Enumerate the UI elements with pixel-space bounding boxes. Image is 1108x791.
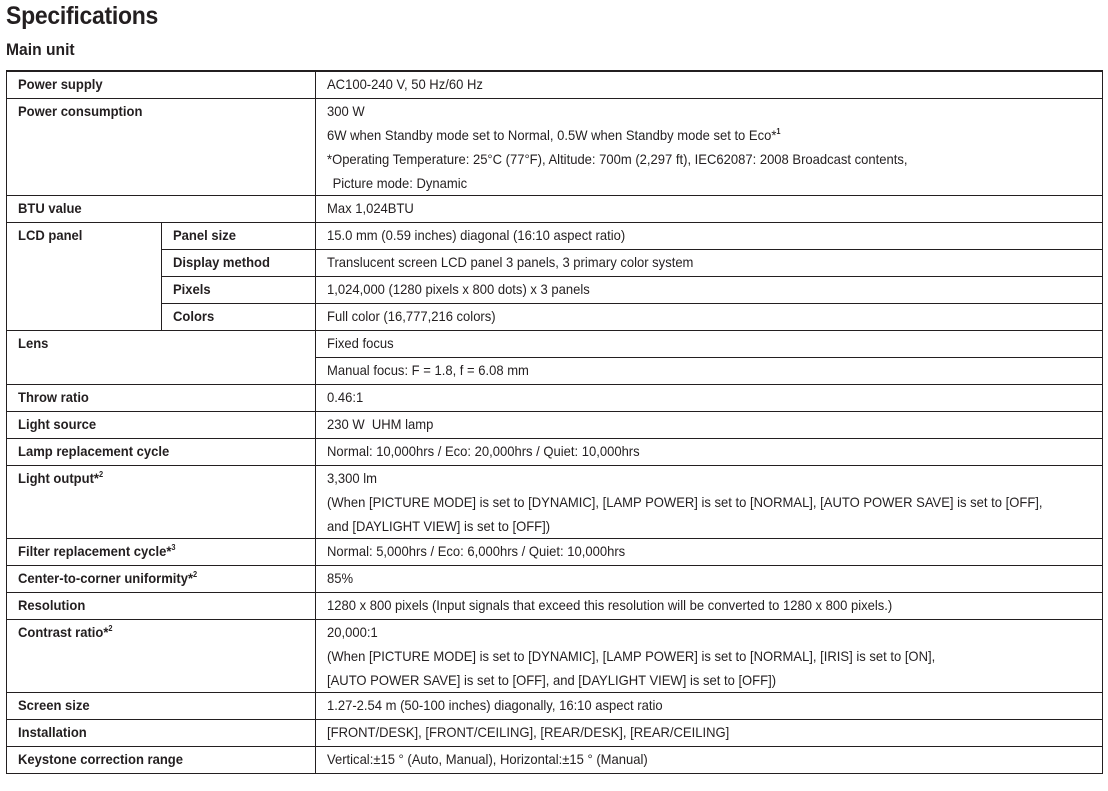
table-row-lcd-pixels (7, 277, 1103, 304)
row-value: 1.27-2.54 m (50-100 inches) diagonally, 16:10 aspect ratio (316, 693, 1103, 720)
row-value: Normal: 10,000hrs / Eco: 20,000hrs / Quiet: 10,000hrs (316, 439, 1103, 466)
row-label: Light source (7, 412, 316, 439)
row-label: Power consumption (7, 99, 316, 196)
row-label: Lens (7, 331, 316, 385)
row-value: Fixed focus (316, 331, 1103, 358)
table-row-throw-ratio (7, 385, 1103, 412)
row-label: Light output*$^2$ (7, 466, 316, 539)
row-label: Throw ratio (7, 385, 316, 412)
table-row-btu-value (7, 196, 1103, 223)
row-value: 300 W 6W when Standby mode set to Normal, 0.5W when Standby mode set to Eco*$^1$ *Operating Temperature: 25°C (77°F), Altitude: 700m (2,297 ft), IEC62087: 2008 Broadcast contents, Picture mode: Dynamic (316, 99, 1103, 196)
row-value: AC100-240 V, 50 Hz/60 Hz (316, 71, 1103, 99)
row-value: 1,024,000 (1280 pixels x 800 dots) x 3 panels (316, 277, 1103, 304)
row-label: Filter replacement cycle*$^3$ (7, 539, 316, 566)
row-value: 230 W UHM lamp (316, 412, 1103, 439)
table-row-resolution (7, 593, 1103, 620)
table-row-light-source (7, 412, 1103, 439)
table-row-lcd-display-method (7, 250, 1103, 277)
row-value: Translucent screen LCD panel 3 panels, 3 primary color system (316, 250, 1103, 277)
footnote-marker: 2 (98, 470, 104, 479)
sub-label: Display method (162, 250, 316, 277)
sub-label: Pixels (162, 277, 316, 304)
row-value: Full color (16,777,216 colors) (316, 304, 1103, 331)
row-value: Vertical:±15 ° (Auto, Manual), Horizontal:±15 ° (Manual) (316, 747, 1103, 774)
table-row-installation (7, 720, 1103, 747)
sub-label: Colors (162, 304, 316, 331)
row-label: Screen size (7, 693, 316, 720)
row-value: Max 1,024BTU (316, 196, 1103, 223)
row-value: 1280 x 800 pixels (Input signals that exceed this resolution will be converted to 1280 x 800 pixels.) (316, 593, 1103, 620)
table-row-keystone-correction-range (7, 747, 1103, 774)
table-row-light-output (7, 466, 1103, 539)
table-row-lcd-colors (7, 304, 1103, 331)
table-row-lens (7, 331, 1103, 358)
row-label: Resolution (7, 593, 316, 620)
footnote-marker: 2 (108, 624, 113, 633)
row-value: Normal: 5,000hrs / Eco: 6,000hrs / Quiet: 10,000hrs (316, 539, 1103, 566)
row-value: 20,000:1 (When [PICTURE MODE] is set to [DYNAMIC], [LAMP POWER] is set to [NORMAL], [IRIS] is set to [ON], [AUTO POWER SAVE] is set to [OFF], and [DAYLIGHT VIEW] is set to [OFF]) (316, 620, 1103, 693)
table-row-lamp-replacement-cycle (7, 439, 1103, 466)
footnote-marker: 3 (171, 543, 176, 552)
row-label: Center-to-corner uniformity*$^2$ (7, 566, 316, 593)
row-value: Manual focus: F = 1.8, f = 6.08 mm (316, 358, 1103, 385)
row-label: Lamp replacement cycle (7, 439, 316, 466)
row-label: Contrast ratio*$^2$ (7, 620, 316, 693)
row-label: Keystone correction range (7, 747, 316, 774)
table-row-screen-size (7, 693, 1103, 720)
table-row-power-consumption (7, 99, 1103, 196)
row-label: Power supply (7, 71, 316, 99)
footnote-marker: 2 (193, 570, 198, 579)
row-label: LCD panel (7, 223, 162, 331)
row-label: BTU value (7, 196, 316, 223)
table-row-lcd-panel-size (7, 223, 1103, 250)
sub-label: Panel size (162, 223, 316, 250)
row-value: 0.46:1 (316, 385, 1103, 412)
row-label: Installation (7, 720, 316, 747)
specifications-table (6, 70, 1103, 774)
row-value: 15.0 mm (0.59 inches) diagonal (16:10 aspect ratio) (316, 223, 1103, 250)
table-row-power-supply (7, 71, 1103, 99)
footnote-marker: 1 (776, 127, 781, 136)
page-title: Specifications (6, 2, 159, 30)
table-row-filter-replacement-cycle (7, 539, 1103, 566)
table-row-contrast-ratio (7, 620, 1103, 693)
section-subtitle: Main unit (6, 40, 75, 59)
row-value: 3,300 lm (When [PICTURE MODE] is set to [DYNAMIC], [LAMP POWER] is set to [NORMAL], [AUTO POWER SAVE] is set to [OFF], and [DAYLIGHT VIEW] is set to [OFF]) (316, 466, 1103, 539)
row-value: 85% (316, 566, 1103, 593)
table-row-center-to-corner-uniformity (7, 566, 1103, 593)
row-value: [FRONT/DESK], [FRONT/CEILING], [REAR/DESK], [REAR/CEILING] (316, 720, 1103, 747)
